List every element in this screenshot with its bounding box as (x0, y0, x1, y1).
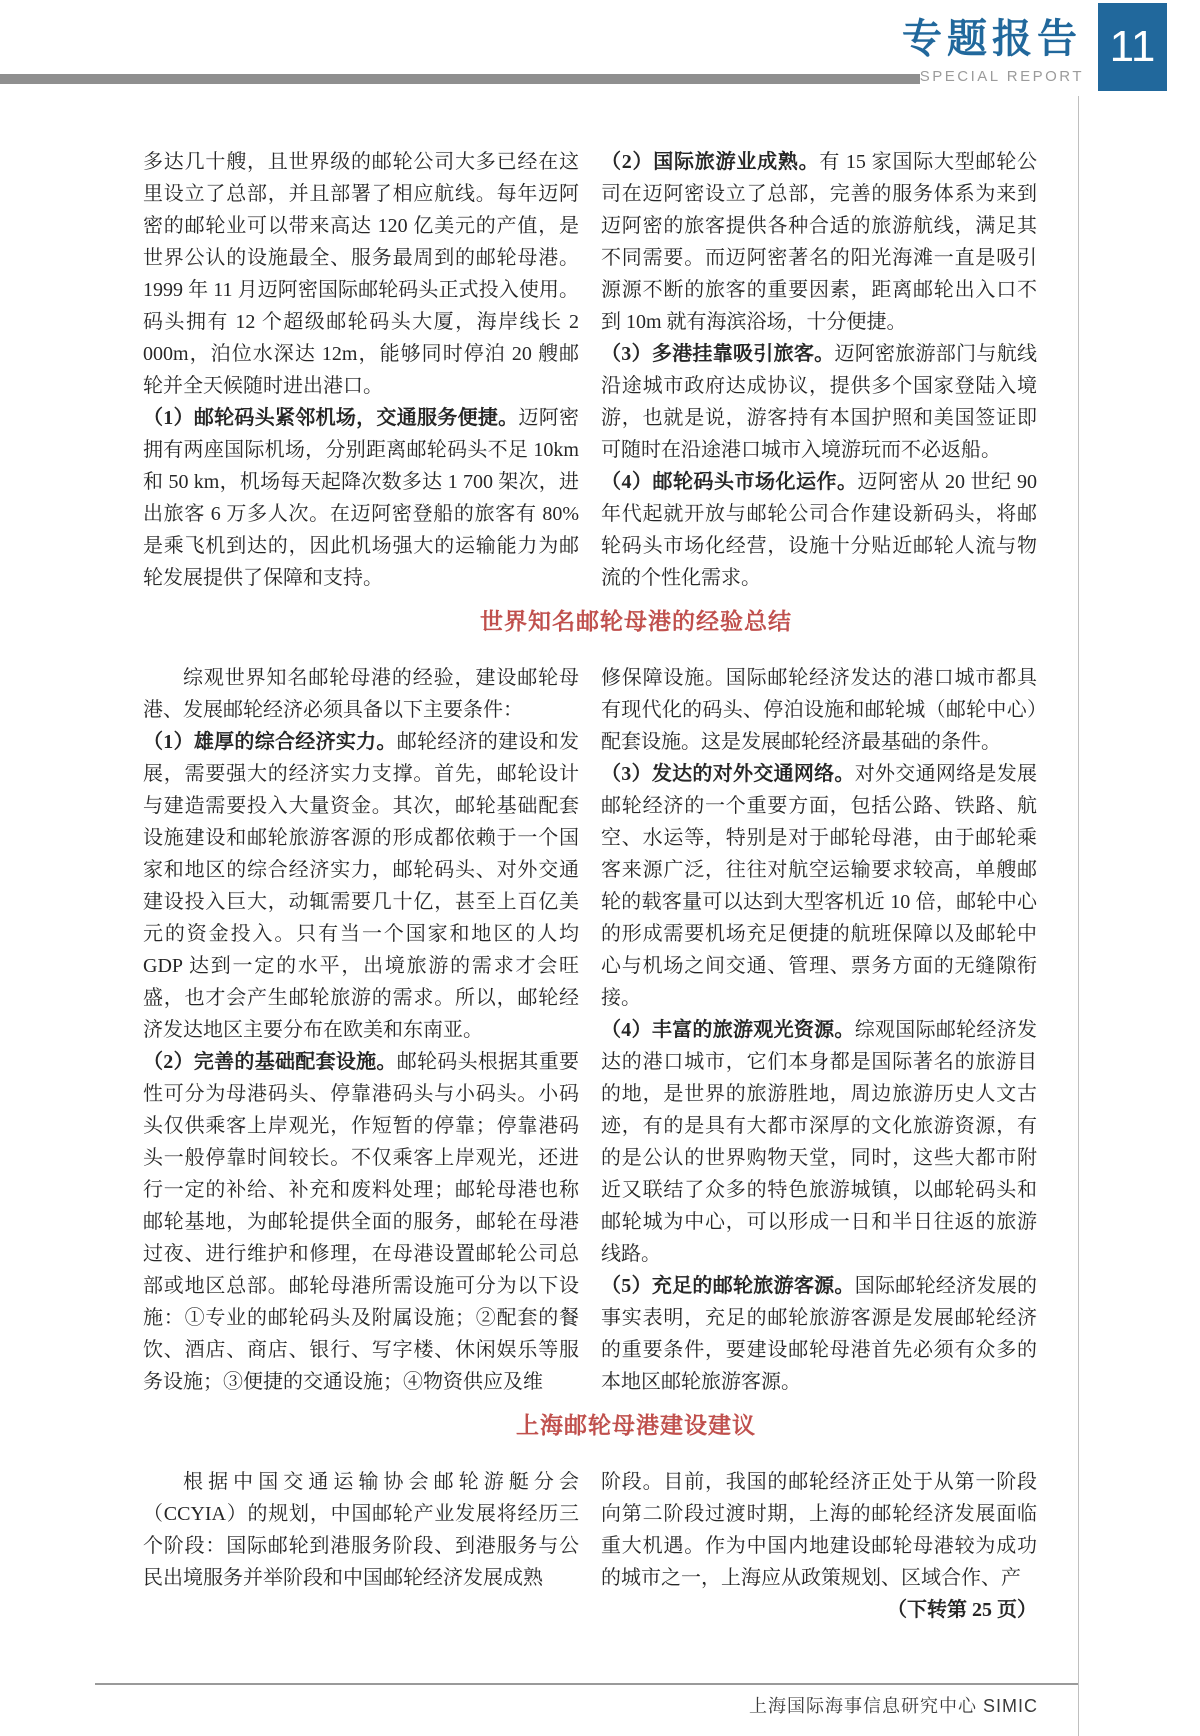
paragraph-lead: （4）邮轮码头市场化运作。 (601, 471, 858, 493)
paragraph: 多达几十艘，且世界级的邮轮公司大多已经在这里设立了总部，并且部署了相应航线。每年迈阿密的邮轮业可以带来高达 120 亿美元的产值，是世界公认的设施最全、服务最周到的邮轮母港。1999 年 11 月迈阿密国际邮轮码头正式投入使用。码头拥有 12 个超级邮轮码头大厦，海岸线长 2 000m，泊位水深达 12m，能够同时停泊 20 艘邮轮并全天候随时进出港口。 (143, 151, 579, 397)
paragraph: （1）邮轮码头紧邻机场，交通服务便捷。迈阿密拥有两座国际机场，分别距离邮轮码头不足 10km 和 50 km，机场每天起降次数多达 1 700 架次，进出旅客 6 万多人次。在迈阿密登船的旅客有 80%是乘飞机到达的，因此机场强大的运输能力为邮轮发展提供了保障和支持。 (143, 407, 580, 589)
paragraph: 修保障设施。国际邮轮经济发达的港口城市都具有现代化的码头、停泊设施和邮轮城（邮轮中心）配套设施。这是发展邮轮经济最基础的条件。 (601, 667, 1037, 753)
right-column (601, 146, 1037, 594)
paragraph-lead: （2）国际旅游业成熟。 (601, 151, 820, 173)
paragraph: （下转第 25 页） (887, 1599, 1037, 1621)
paragraph-lead: （3）发达的对外交通网络。 (601, 763, 855, 785)
paragraph: （2）完善的基础配套设施。邮轮码头根据其重要性可分为母港码头、停靠港码头与小码头。小码头仅供乘客上岸观光，作短暂的停靠；停靠港码头一般停靠时间较长。不仅乘客上岸观光，还进行一定的补给、补充和废料处理；邮轮母港也称邮轮基地，为邮轮提供全面的服务，邮轮在母港过夜、进行维护和修理，在母港设置邮轮公司总部或地区总部。邮轮母港所需设施可分为以下设施：①专业的邮轮码头及附属设施；②配套的餐饮、酒店、商店、银行、写字楼、休闲娱乐等服务设施；③便捷的交通设施；④物资供应及维 (143, 1051, 580, 1393)
left-column (143, 146, 579, 594)
two-column-section (143, 146, 1037, 594)
right-column (601, 662, 1037, 1398)
paragraph: 综观世界知名邮轮母港的经验，建设邮轮母港、发展邮轮经济必须具备以下主要条件： (143, 667, 579, 721)
paragraph: 阶段。目前，我国的邮轮经济正处于从第一阶段向第二阶段过渡时期，上海的邮轮经济发展面临重大机遇。作为中国内地建设邮轮母港较为成功的城市之一，上海应从政策规划、区域合作、产 (601, 1471, 1037, 1589)
page-number-badge: 11 (1098, 3, 1167, 91)
footer-rule (95, 1683, 1078, 1685)
left-column (143, 662, 579, 1398)
right-column (601, 1466, 1037, 1626)
page-title: 专题报告 (902, 17, 1082, 61)
left-column (143, 1466, 579, 1626)
header-rule (0, 74, 920, 84)
paragraph-lead: （4）丰富的旅游观光资源。 (601, 1019, 855, 1041)
two-column-section (143, 1466, 1037, 1626)
section-heading: 上海邮轮母港建设建议 (516, 1413, 756, 1438)
paragraph-lead: （5）充足的邮轮旅游客源。 (601, 1275, 855, 1297)
paragraph-lead: （1）邮轮码头紧邻机场，交通服务便捷。 (143, 407, 519, 429)
paragraph: （4）丰富的旅游观光资源。综观国际邮轮经济发达的港口城市，它们本身都是国际著名的旅游目的地，是世界的旅游胜地，周边旅游历史人文古迹，有的是具有大都市深厚的文化旅游资源，有的是公认的世界购物天堂，同时，这些大都市附近又联结了众多的特色旅游城镇，以邮轮码头和邮轮城为中心，可以形成一日和半日往返的旅游线路。 (601, 1019, 1038, 1265)
paragraph-lead: （2）完善的基础配套设施。 (143, 1051, 397, 1073)
page-right-rule (1078, 96, 1079, 1736)
paragraph: （3）发达的对外交通网络。对外交通网络是发展邮轮经济的一个重要方面，包括公路、铁路、航空、水运等，特别是对于邮轮母港，由于邮轮乘客来源广泛，往往对航空运输要求较高，单艘邮轮的载客量可以达到大型客机近 10 倍，邮轮中心的形成需要机场充足便捷的航班保障以及邮轮中心与机场之间交通、管理、票务方面的无缝隙衔接。 (601, 763, 1038, 1009)
paragraph: （3）多港挂靠吸引旅客。迈阿密旅游部门与航线沿途城市政府达成协议，提供多个国家登陆入境游，也就是说，游客持有本国护照和美国签证即可随时在沿途港口城市入境游玩而不必返船。 (601, 343, 1038, 461)
paragraph-lead: （1）雄厚的综合经济实力。 (143, 731, 397, 753)
paragraph: （4）邮轮码头市场化运作。迈阿密从 20 世纪 90 年代起就开放与邮轮公司合作建设新码头，将邮轮码头市场化经营，设施十分贴近邮轮人流与物流的个性化需求。 (601, 471, 1037, 589)
paragraph: （2）国际旅游业成熟。有 15 家国际大型邮轮公司在迈阿密设立了总部，完善的服务体系为来到迈阿密的旅客提供各种合适的旅游航线，满足其不同需要。而迈阿密著名的阳光海滩一直是吸引源源不断的旅客的重要因素，距离邮轮出入口不到 10m 就有海滨浴场，十分便捷。 (601, 151, 1038, 333)
paragraph: （1）雄厚的综合经济实力。邮轮经济的建设和发展，需要强大的经济实力支撑。首先，邮轮设计与建造需要投入大量资金。其次，邮轮基础配套设施建设和邮轮旅游客源的形成都依赖于一个国家和地区的综合经济实力，邮轮码头、对外交通建设投入巨大，动辄需要几十亿，甚至上百亿美元的资金投入。只有当一个国家和地区的人均 GDP 达到一定的水平，出境旅游的需求才会旺盛，也才会产生邮轮旅游的需求。所以，邮轮经济发达地区主要分布在欧美和东南亚。 (143, 731, 580, 1041)
paragraph: （5）充足的邮轮旅游客源。国际邮轮经济发展的事实表明，充足的邮轮旅游客源是发展邮轮经济的重要条件，要建设邮轮母港首先必须有众多的本地区邮轮旅游客源。 (601, 1275, 1038, 1393)
two-column-section (143, 662, 1037, 1398)
paragraph-lead: （3）多港挂靠吸引旅客。 (601, 343, 835, 365)
page-subtitle: SPECIAL REPORT (919, 68, 1084, 85)
section-heading: 世界知名邮轮母港的经验总结 (480, 609, 792, 634)
footer-text: 上海国际海事信息研究中心 SIMIC (748, 1696, 1038, 1716)
article-body (143, 146, 1037, 1626)
paragraph: 根据中国交通运输协会邮轮游艇分会（CCYIA）的规划，中国邮轮产业发展将经历三个阶段：国际邮轮到港服务阶段、到港服务与公民出境服务并举阶段和中国邮轮经济发展成熟 (143, 1471, 579, 1589)
